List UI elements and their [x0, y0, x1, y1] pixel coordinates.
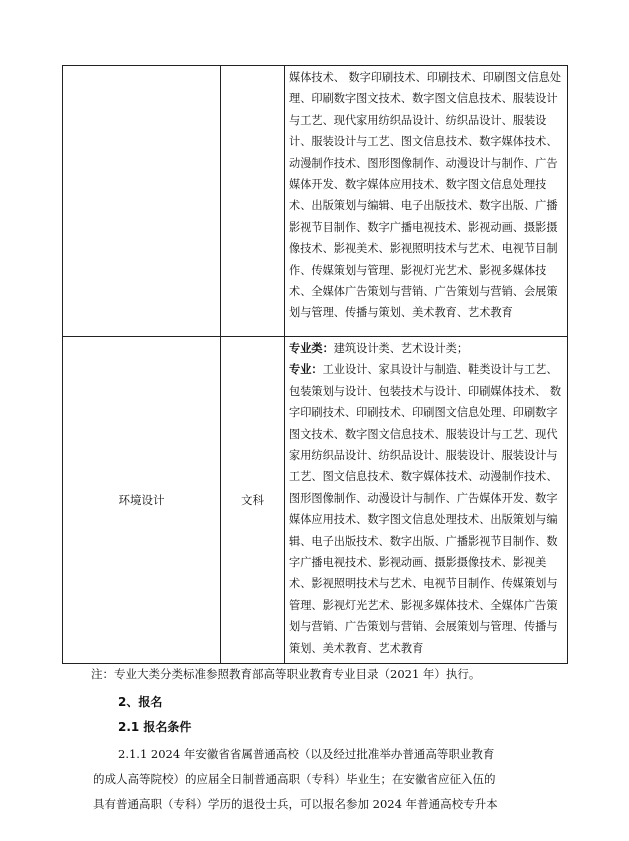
table-row [63, 66, 568, 337]
subsection-heading: 2.1 报名条件 [118, 720, 192, 734]
paragraph-line: 2.1.1 2024 年安徽省省属普通高校（以及经过批准举办普通高等职业教育 [118, 747, 495, 761]
majors-list: 媒体技术、 数字印刷技术、印刷技术、印刷图文信息处理、印刷数字图文技术、数字图文信息技术、服装设计与工艺、现代家用纺织品设计、纺织品设计、服装设计、服装设计与工艺、图文信息技术、数字媒体技术、动漫制作技术、图形图像制作、动漫设计与制作、广告媒体开发、数字媒体应用技术、数字图文信息处理技术、出版策划与编辑、电子出版技术、数字出版、广播影视节目制作、数字广播电视技术、影视动画、摄影摄像技术、影视美术、影视照明技术与艺术、电视节目制作、传媒策划与管理、影视灯光艺术、影视多媒体技术、全媒体广告策划与营销、广告策划与营销、会展策划与管理、传播与策划、美术教育、艺术教育 [289, 71, 562, 320]
table-row [63, 337, 568, 664]
majors-value: 工业设计、家具设计与制造、鞋类设计与工艺、包装策划与设计、包装技术与设计、印刷媒体技术、 数字印刷技术、印刷技术、印刷图文信息处理、印刷数字图文技术、数字图文信息技术、服装设计与工艺、现代家用纺织品设计、纺织品设计、服装设计、服装设计与工艺、图文信息技术、数字媒体技术、动漫制作技术、图形图像制作、动漫设计与制作、广告媒体开发、数字媒体应用技术、数字图文信息处理技术、出版策划与编辑、电子出版技术、数字出版、广播影视节目制作、数字广播电视技术、影视动画、摄影摄像技术、影视美术、影视照明技术与艺术、电视节目制作、传媒策划与管理、影视灯光艺术、影视多媒体技术、全媒体广告策划与营销、广告策划与营销、会展策划与管理、传播与策划、美术教育、艺术教育 [289, 363, 562, 655]
category-cell: 文科 [221, 337, 285, 664]
majors-cell [285, 66, 568, 337]
majors-cell [285, 337, 568, 664]
major-label: 专业： [289, 362, 323, 377]
class-value: 建筑设计类、艺术设计类； [333, 342, 469, 355]
section-heading: 2、报名 [118, 695, 163, 709]
category-cell [221, 66, 285, 337]
paragraph-line: 具有普通高职（专科）学历的退役士兵，可以报名参加 2024 年普通高校专升本 [93, 797, 498, 811]
majors-list [285, 337, 567, 661]
paragraph-line: 的成人高等院校）的应届全日制普通高职（专科）毕业生；在安徽省应征入伍的 [93, 772, 496, 786]
class-label: 专业类： [289, 341, 334, 355]
major-cell: 环境设计 [63, 337, 221, 664]
table-note: 注：专业大类分类标准参照教育部高等职业教育专业目录（2021 年）执行。 [91, 667, 481, 681]
major-cell [63, 66, 221, 337]
majors-table [62, 65, 568, 664]
